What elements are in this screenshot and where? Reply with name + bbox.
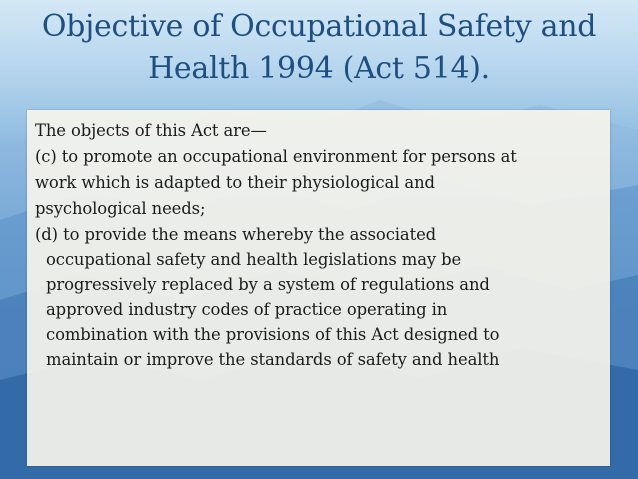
slide-body	[35, 118, 605, 372]
body-line: progressively replaced by a system of regulations and	[46, 275, 490, 294]
body-line: combination with the provisions of this Act designed to	[46, 325, 500, 344]
body-line: psychological needs;	[35, 199, 206, 218]
slide-title-line-2: Health 1994 (Act 514).	[148, 51, 490, 86]
body-line: approved industry codes of practice operating in	[46, 300, 448, 319]
body-line: The objects of this Act are—	[35, 121, 267, 140]
body-line: maintain or improve the standards of safety and health	[46, 350, 500, 369]
body-line: occupational safety and health legislations may be	[46, 250, 462, 269]
body-line: (c) to promote an occupational environment for persons at	[35, 147, 517, 166]
slide-title-line-1: Objective of Occupational Safety and	[41, 9, 597, 44]
body-line: work which is adapted to their physiological and	[35, 173, 435, 192]
body-line: (d) to provide the means whereby the associated	[35, 225, 437, 244]
slide-title	[0, 6, 638, 90]
